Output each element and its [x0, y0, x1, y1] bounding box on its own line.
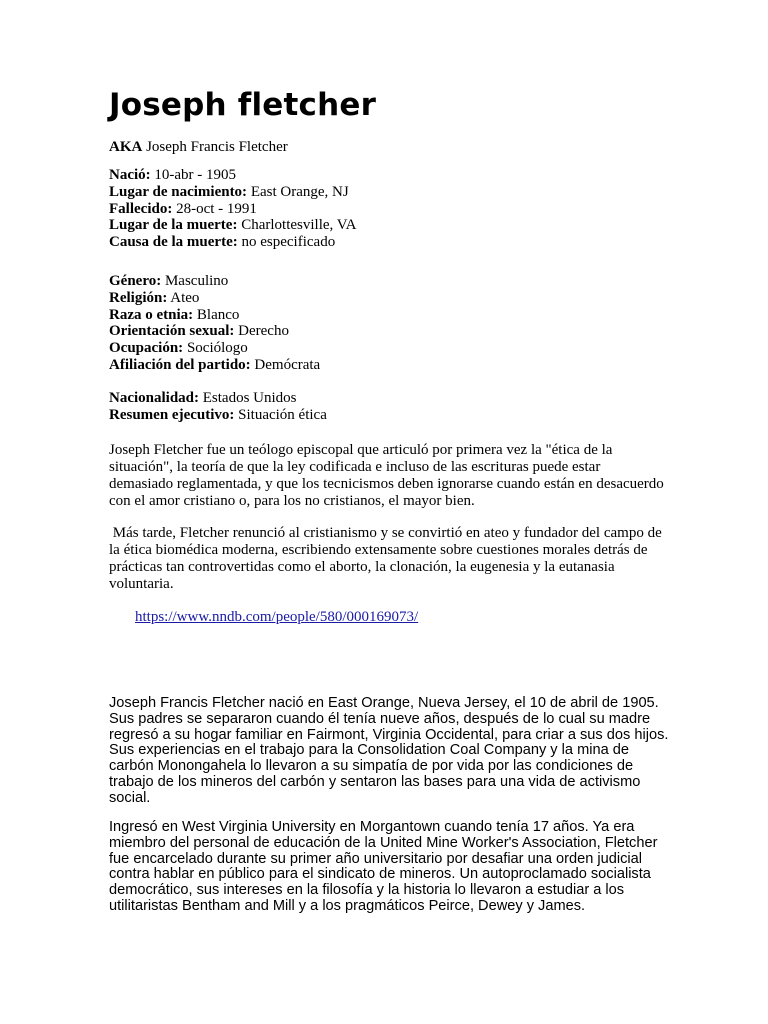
- bio-row: [109, 217, 669, 234]
- bio-row: [109, 340, 669, 357]
- page-title: Joseph fletcher: [109, 87, 377, 123]
- aka-row: [109, 139, 669, 156]
- later-life-paragraph: Más tarde, Fletcher renunció al cristianismo y se convirtió en ateo y fundador del campo de la ética biomédica moderna, escribiendo extensamente sobre cuestiones morales detrás de prácticas tan controvertidas como el aborto, la clonación, la eugenesia y la eutanasia voluntaria.: [109, 525, 662, 592]
- bio-row: [109, 184, 669, 201]
- early-life-paragraph: Joseph Francis Fletcher nació en East Orange, Nueva Jersey, el 10 de abril de 1905. Sus padres se separaron cuando él tenía nueve años, después de lo cual su madre regresó a su hogar familiar en Fairmont, Virginia Occidental, para criar a sus dos hijos. Sus experiencias en el trabajo para la Consolidation Coal Company y la mina de carbón Monongahela lo llevaron a su simpatía de por vida por las condiciones de trabajo de los mineros del carbón y sentaron las bases para una vida de activismo social.: [109, 695, 669, 806]
- aka-line: [109, 139, 669, 156]
- bio-value: Ateo: [167, 289, 200, 306]
- bio-label: Religión:: [109, 289, 168, 306]
- aka-label: AKA: [109, 139, 143, 155]
- bio-label: Causa de la muerte:: [109, 234, 238, 251]
- bio-label: Orientación sexual:: [109, 323, 235, 340]
- bio-value: 10-abr - 1905: [150, 167, 237, 183]
- bio-value: Derecho: [234, 323, 289, 340]
- bio-section-life: [109, 167, 669, 251]
- bio-label: Resumen ejecutivo:: [109, 406, 235, 423]
- bio-value: Demócrata: [250, 356, 321, 373]
- bio-label: Nació:: [109, 167, 151, 183]
- bio-section-summary: [109, 390, 669, 424]
- bio-label: Ocupación:: [109, 340, 184, 357]
- bio-value: Charlottesville, VA: [237, 217, 357, 234]
- intro-paragraph: Joseph Fletcher fue un teólogo episcopal que articuló por primera vez la "ética de la situación", la teoría de que la ley codificada e incluso de las escrituras puede estar demasiado reglamentada, y que los tecnicismos deben ignorarse cuando están en desacuerdo con el amor cristiano o, para los no cristianos, el mayor bien.: [109, 442, 664, 509]
- bio-row: [109, 390, 669, 407]
- bio-row: [109, 290, 669, 307]
- bio-label: Género:: [109, 273, 162, 289]
- bio-row: [109, 407, 669, 424]
- bio-value: Sociólogo: [183, 340, 248, 357]
- bio-row: [109, 167, 669, 184]
- bio-label: Raza o etnia:: [109, 306, 194, 323]
- bio-value: Estados Unidos: [199, 390, 297, 406]
- bio-label: Afiliación del partido:: [109, 356, 251, 373]
- source-link[interactable]: https://www.nndb.com/people/580/000169073/: [135, 609, 419, 625]
- aka-value: Joseph Francis Fletcher: [142, 139, 288, 155]
- education-paragraph: Ingresó en West Virginia University en Morgantown cuando tenía 17 años. Ya era miembro del personal de educación de la United Mine Worker's Association, Fletcher fue encarcelado durante su primer año universitario por desafiar una orden judicial contra hablar en público para el sindicato de mineros. Un autoproclamado socialista democrático, sus intereses en la filosofía y la historia lo llevaron a estudiar a los utilitaristas Bentham and Mill y a los pragmáticos Peirce, Dewey y James.: [109, 819, 658, 914]
- bio-value: Blanco: [193, 306, 240, 323]
- bio-row: [109, 323, 669, 340]
- bio-label: Nacionalidad:: [109, 390, 200, 406]
- bio-value: Masculino: [161, 273, 229, 289]
- bio-label: Lugar de nacimiento:: [109, 183, 248, 200]
- bio-row: [109, 201, 669, 218]
- bio-row: [109, 273, 669, 290]
- bio-section-profile: [109, 273, 669, 374]
- bio-row: [109, 307, 669, 324]
- bio-value: East Orange, NJ: [247, 183, 349, 200]
- bio-value: Situación ética: [234, 406, 327, 423]
- bio-value: 28-oct - 1991: [172, 200, 257, 217]
- bio-label: Fallecido:: [109, 200, 173, 217]
- bio-row: [109, 357, 669, 374]
- bio-row: [109, 234, 669, 251]
- bio-value: no especificado: [237, 234, 336, 251]
- bio-label: Lugar de la muerte:: [109, 217, 238, 234]
